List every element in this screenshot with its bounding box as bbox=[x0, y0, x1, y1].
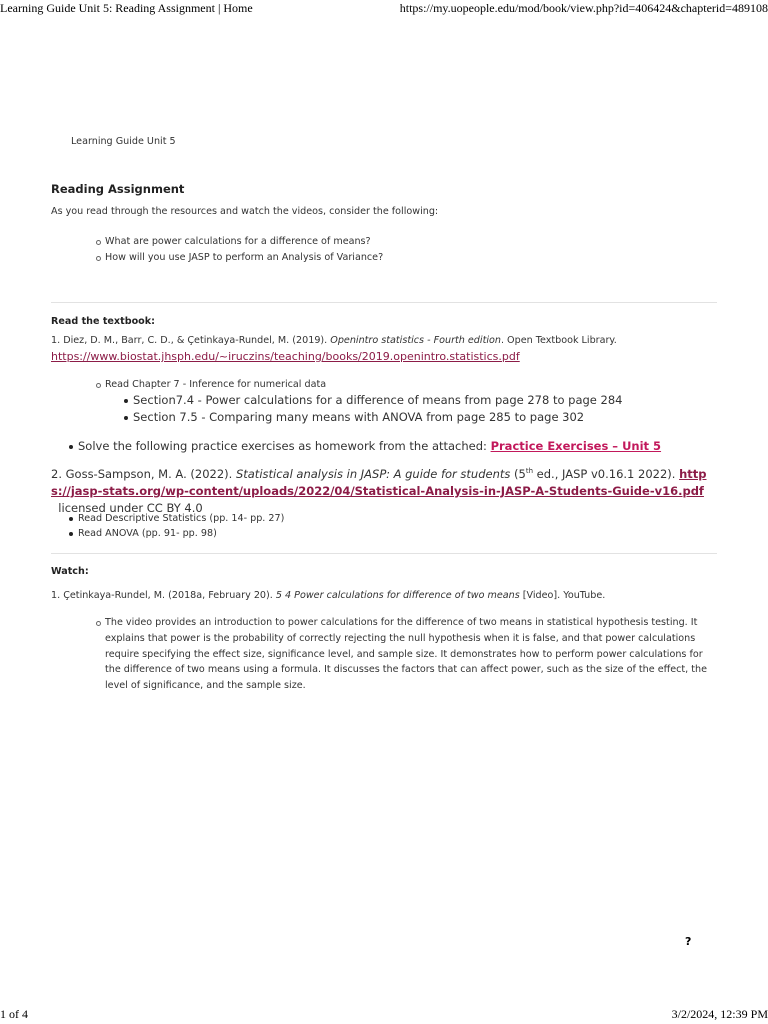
ref2-license: licensed under CC BY 4.0 bbox=[51, 501, 203, 515]
ref1-suffix: . Open Textbook Library. bbox=[500, 335, 617, 346]
ref2-edition-sup: th bbox=[525, 467, 534, 476]
list-item: Read ANOVA (pp. 91- pp. 98) bbox=[69, 526, 669, 541]
ref2-edition-open: (5 bbox=[510, 467, 526, 481]
list-item: Section7.4 - Power calculations for a difference of means from page 278 to page 284 bbox=[124, 392, 714, 409]
chapter-list bbox=[96, 377, 696, 392]
divider bbox=[51, 302, 717, 303]
print-header-url: https://my.uopeople.edu/mod/book/view.php?id=406424&chapterid=489108 bbox=[399, 1, 768, 15]
ref2-link[interactable]: https://jasp-stats.org/wp-content/uploads/2022/04/Statistical-Analysis-in-JASP-A-Students-Guide-v16.pdf bbox=[51, 467, 707, 498]
intro-text: As you read through the resources and watch the videos, consider the following: bbox=[51, 206, 439, 217]
ref1-title: Openintro statistics - Fourth edition bbox=[330, 335, 501, 346]
unit-title: Learning Guide Unit 5 bbox=[71, 136, 176, 147]
divider bbox=[51, 553, 717, 554]
page-title: Reading Assignment bbox=[51, 182, 185, 196]
question-list bbox=[96, 234, 696, 266]
solve-text: Solve the following practice exercises as homework from the attached: bbox=[78, 439, 491, 453]
list-item: What are power calculations for a difference of means? bbox=[96, 234, 696, 249]
ref1-prefix: 1. Diez, D. M., Barr, C. D., & Çetinkaya-Rundel, M. (2019). bbox=[51, 335, 331, 346]
read-list bbox=[69, 511, 669, 541]
ref2-prefix: 2. Goss-Sampson, M. A. (2022). bbox=[51, 467, 236, 481]
video-description: The video provides an introduction to power calculations for the difference of two means in statistical hypothesis testing. It explains that power is the probability of correctly rejecting the null hypothesis when it is false, and that power calculations require specifying the effect size, significance level, and sample size. It demonstrates how to perform power calculations for the difference of two means using a formula. It discusses the factors that can affect power, such as the size of the effect, the level of significance, and the sample size. bbox=[96, 615, 712, 694]
watch1-title: 5 4 Power calculations for difference of two means bbox=[275, 590, 520, 601]
print-header-title: Learning Guide Unit 5: Reading Assignment | Home bbox=[0, 1, 253, 15]
list-item bbox=[69, 438, 709, 455]
textbook-reference-1 bbox=[51, 333, 691, 365]
list-item: Read Descriptive Statistics (pp. 14- pp. 27) bbox=[69, 511, 669, 526]
print-datetime: 3/2/2024, 12:39 PM bbox=[671, 1007, 768, 1021]
list-item: Section 7.5 - Comparing many means with ANOVA from page 285 to page 302 bbox=[124, 409, 714, 426]
print-footer bbox=[0, 1006, 768, 1024]
print-header bbox=[0, 0, 768, 18]
ref2-title: Statistical analysis in JASP: A guide for students bbox=[235, 467, 511, 481]
practice-exercise-list bbox=[69, 438, 709, 455]
textbook-reference-2 bbox=[51, 466, 717, 517]
page-number: 1 of 4 bbox=[0, 1007, 28, 1021]
ref2-edition-rest: ed., JASP v0.16.1 2022). bbox=[533, 467, 680, 481]
watch1-suffix: [Video]. YouTube. bbox=[519, 590, 606, 601]
practice-exercises-link[interactable]: Practice Exercises – Unit 5 bbox=[490, 439, 662, 453]
video-reference-1 bbox=[51, 588, 691, 603]
ref1-link[interactable]: https://www.biostat.jhsph.edu/~iruczins/teaching/books/2019.openintro.statistics.pdf bbox=[51, 350, 520, 363]
textbook-label: Read the textbook: bbox=[51, 316, 155, 327]
list-item: How will you use JASP to perform an Analysis of Variance? bbox=[96, 250, 696, 265]
list-item: Read Chapter 7 - Inference for numerical data bbox=[96, 377, 696, 392]
watch-label: Watch: bbox=[51, 566, 89, 577]
section-list bbox=[124, 392, 714, 426]
watch1-prefix: 1. Çetinkaya-Rundel, M. (2018a, February 20). bbox=[51, 590, 276, 601]
help-button[interactable]: ? bbox=[685, 935, 692, 948]
video-description-list bbox=[96, 615, 712, 694]
